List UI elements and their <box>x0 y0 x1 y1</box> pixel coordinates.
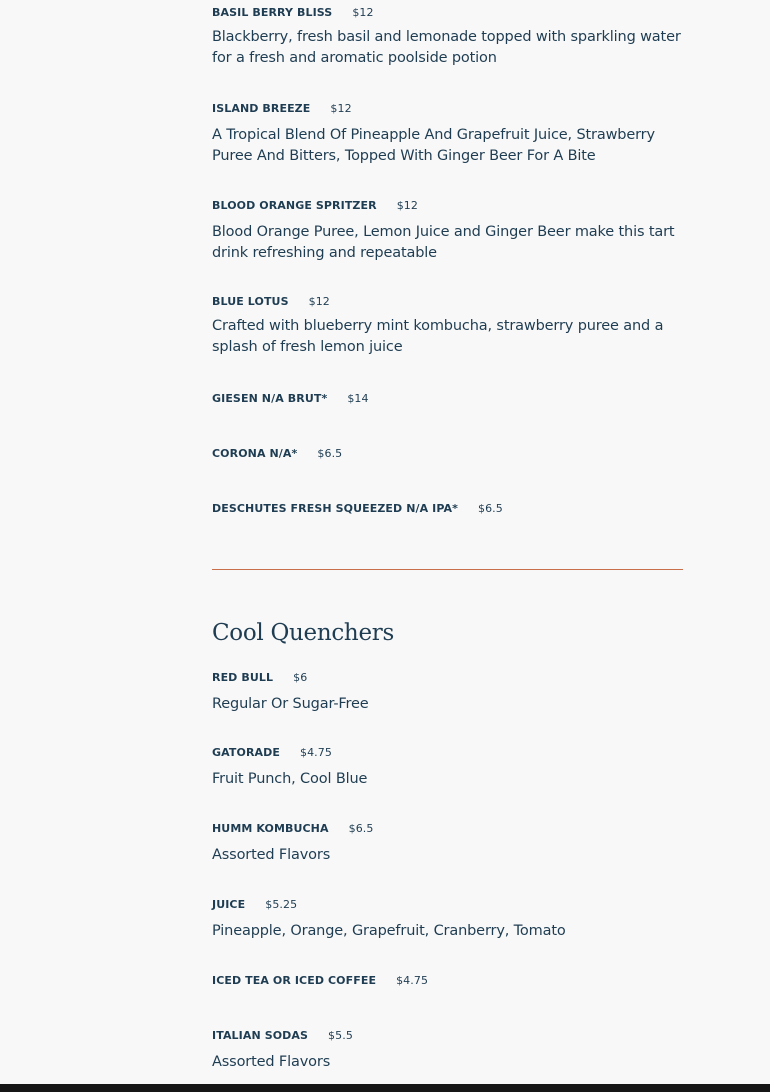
menu-item-gatorade <box>212 746 683 790</box>
item-name: DESCHUTES FRESH SQUEEZED N/A IPA* <box>212 502 458 515</box>
item-price: $12 <box>330 102 352 115</box>
item-header <box>212 199 683 213</box>
menu-item-deschutes-na-ipa <box>212 502 683 516</box>
menu-item-blue-lotus <box>212 295 683 358</box>
item-name: GATORADE <box>212 746 280 759</box>
item-description: A Tropical Blend Of Pineapple And Grapefruit Juice, Strawberry Puree And Bitters, Topped With Ginger Beer For A Bite <box>212 127 655 164</box>
menu-item-juice <box>212 898 683 942</box>
menu-item-giesen-na-brut <box>212 392 683 406</box>
item-description: Assorted Flavors <box>212 1054 331 1070</box>
item-description: Blood Orange Puree, Lemon Juice and Ginger Beer make this tart drink refreshing and repeatable <box>212 224 675 261</box>
menu-item-blood-orange-spritzer <box>212 199 683 264</box>
item-price: $6.5 <box>348 822 374 835</box>
section-title-cool-quenchers: Cool Quenchers <box>212 620 394 646</box>
item-description: Crafted with blueberry mint kombucha, strawberry puree and a splash of fresh lemon juice <box>212 318 664 355</box>
item-name: RED BULL <box>212 671 274 684</box>
item-name: CORONA N/A* <box>212 447 298 460</box>
item-description: Regular Or Sugar-Free <box>212 696 369 712</box>
item-price: $12 <box>308 295 330 308</box>
item-header <box>212 6 683 20</box>
item-name: ICED TEA OR ICED COFFEE <box>212 974 377 987</box>
item-name: ISLAND BREEZE <box>212 102 311 115</box>
item-price: $4.75 <box>396 974 429 987</box>
item-name: BLOOD ORANGE SPRITZER <box>212 199 377 212</box>
menu-item-italian-sodas <box>212 1029 683 1073</box>
item-price: $4.75 <box>299 746 332 759</box>
item-header <box>212 974 683 988</box>
item-header <box>212 102 683 116</box>
item-price: $12 <box>352 6 374 19</box>
item-price: $5.25 <box>265 898 298 911</box>
item-name: BLUE LOTUS <box>212 295 289 308</box>
item-header <box>212 392 683 406</box>
menu-item-red-bull <box>212 671 683 715</box>
item-header <box>212 447 683 461</box>
item-header <box>212 502 683 516</box>
item-header <box>212 295 683 309</box>
menu-item-basil-berry-bliss <box>212 6 683 69</box>
item-description: Fruit Punch, Cool Blue <box>212 771 368 787</box>
menu-item-humm-kombucha <box>212 822 683 866</box>
item-description: Assorted Flavors <box>212 847 331 863</box>
item-price: $12 <box>396 199 418 212</box>
item-price: $14 <box>347 392 369 405</box>
item-header <box>212 898 683 912</box>
item-name: HUMM KOMBUCHA <box>212 822 329 835</box>
item-name: BASIL BERRY BLISS <box>212 6 333 19</box>
item-price: $6 <box>293 671 308 684</box>
item-price: $5.5 <box>328 1029 353 1042</box>
menu-item-iced-tea-or-iced-coffee <box>212 974 683 988</box>
item-header <box>212 746 683 760</box>
item-description: Pineapple, Orange, Grapefruit, Cranberry, Tomato <box>212 923 566 939</box>
item-price: $6.5 <box>317 447 343 460</box>
menu-item-island-breeze <box>212 102 683 167</box>
item-price: $6.5 <box>477 502 503 515</box>
item-header <box>212 822 683 836</box>
section-divider <box>212 569 683 570</box>
item-description: Blackberry, fresh basil and lemonade topped with sparkling water for a fresh and aromatic poolside potion <box>212 29 681 66</box>
menu-item-corona-na <box>212 447 683 461</box>
item-name: GIESEN N/A BRUT* <box>212 392 328 405</box>
item-header <box>212 1029 683 1043</box>
item-name: JUICE <box>212 898 246 911</box>
item-header <box>212 671 683 685</box>
item-name: ITALIAN SODAS <box>212 1029 309 1042</box>
bottom-bar <box>0 1084 770 1092</box>
